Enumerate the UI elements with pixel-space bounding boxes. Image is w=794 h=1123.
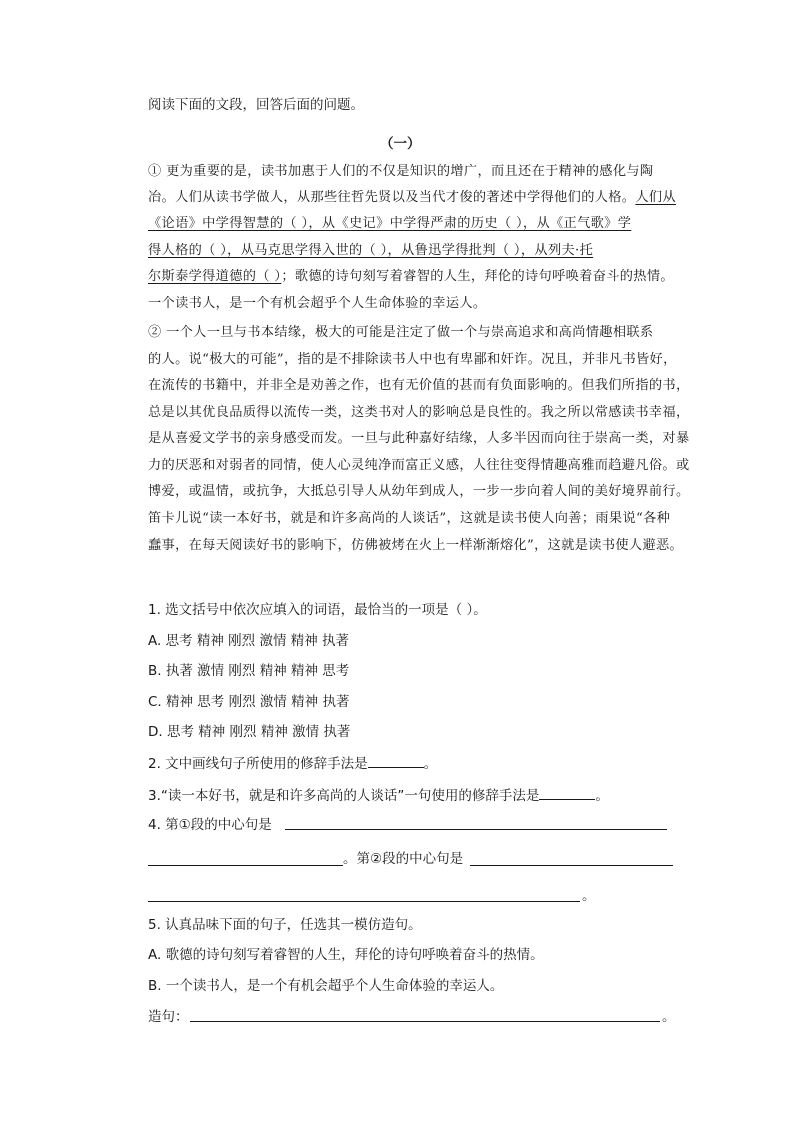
answer-blank[interactable] [368,753,424,768]
passage-line: 一个读书人，是一个有机会超乎个人生命体验的幸运人。 [148,296,487,311]
passage-line [148,267,674,287]
passage-line: ② 一个人一旦与书本结缘，极大的可能是注定了做一个与崇高追求和高尚情趣相联系 [148,325,654,340]
section-title: （一） [380,136,421,152]
passage-line: 笛卡儿说“读一本好书，就是和许多高尚的人谈话”，这就是读书使人向善；雨果说“各种 [148,511,671,526]
question-end: 。 [423,756,438,772]
question-stem: 3.“读一本好书，就是和许多高尚的人谈话”一句使用的修辞手法是 [148,788,540,804]
answer-line[interactable] [285,829,667,830]
question-stem: 2. 文中画线句子所使用的修辞手法是 [148,756,368,772]
passage-text: ；歌德的诗句刻写着睿智的人生，拜伦的诗句呼唤着奋斗的热情。 [281,269,674,284]
underlined-sentence-line: 得人格的（ ），从马克思学得入世的（ ），从鲁迅学得批判（ ），从列夫·托 [148,243,594,258]
passage-line: 是从喜爱文学书的亲身感受而发。一旦与此种嘉好结缘，人多半因而向往于崇高一类，对暴 [148,431,690,446]
passage-line: 博爱，或温情，或抗争，大抵总引导人从幼年到成人，一步一步向着人间的美好境界前行。 [148,484,690,499]
underlined-sentence: 人们从 [635,190,676,205]
question-stem: 。第②段的中心句是 [343,851,464,867]
passage-text: 冶。人们从读书学做人，从那些往哲先贤以及当代才俊的著述中学得他们的人格。 [148,190,636,205]
question-end: 。 [595,788,609,804]
passage-line [148,188,676,208]
passage-line: ① 更为重要的是，读书加惠于人们的不仅是知识的增广，而且还在于精神的感化与陶 [148,164,654,179]
question-3 [148,785,609,806]
option-b[interactable]: B. 执著 激情 刚烈 精神 精神 思考 [148,663,350,679]
question-end: 。 [582,888,596,904]
answer-line[interactable] [470,865,673,866]
question-2 [148,753,437,774]
passage-line: 蠢事，在每天阅读好书的影响下，仿佛被烤在火上一样渐渐熔化”，这就是读书使人避恶。 [148,538,684,553]
answer-line[interactable] [148,901,580,902]
option-c[interactable]: C. 精神 思考 刚烈 激情 精神 执著 [148,694,350,710]
instruction: 阅读下面的文段，回答后面的问题。 [148,97,364,113]
answer-label: 造句： [148,1009,189,1025]
question-end: 。 [662,1009,676,1025]
answer-blank[interactable] [539,785,595,800]
underlined-sentence: 尔斯泰学得道德的（ ） [148,269,282,284]
answer-line[interactable] [148,865,343,866]
option-a: A. 歌德的诗句刻写着睿智的人生，拜伦的诗句呼唤着奋斗的热情。 [148,947,544,963]
option-d[interactable]: D. 思考 精神 刚烈 精神 激情 执著 [148,724,351,740]
question-stem: 1. 选文括号中依次应填入的词语，最恰当的一项是（ ）。 [148,602,487,618]
passage-line: 在流传的书籍中，并非全是劝善之作，也有无价值的甚而有负面影响的。但我们所指的书， [148,378,690,393]
answer-line[interactable] [190,1021,660,1022]
passage-line: 总是以其优良品质得以流传一类，这类书对人的影响总是良性的。我之所以常感读书幸福， [148,405,690,420]
question-stem: 5. 认真品味下面的句子，任选其一模仿造句。 [148,917,422,933]
underlined-sentence-line: 《论语》中学得智慧的（ ），从《史记》中学得严肃的历史（ ），从《正气歌》学 [148,216,632,231]
passage-line: 的人。说“极大的可能”，指的是不排除读书人中也有卑鄙和奸诈。况且，并非凡书皆好， [148,352,677,367]
question-stem: 4. 第①段的中心句是 [148,817,272,833]
passage-line: 力的厌恶和对弱者的同情，使人心灵纯净而富正义感，人往往变得情趣高雅而趋避凡俗。或 [148,458,690,473]
option-b: B. 一个读书人，是一个有机会超乎个人生命体验的幸运人。 [148,978,504,994]
option-a[interactable]: A. 思考 精神 刚烈 激情 精神 执著 [148,633,350,649]
